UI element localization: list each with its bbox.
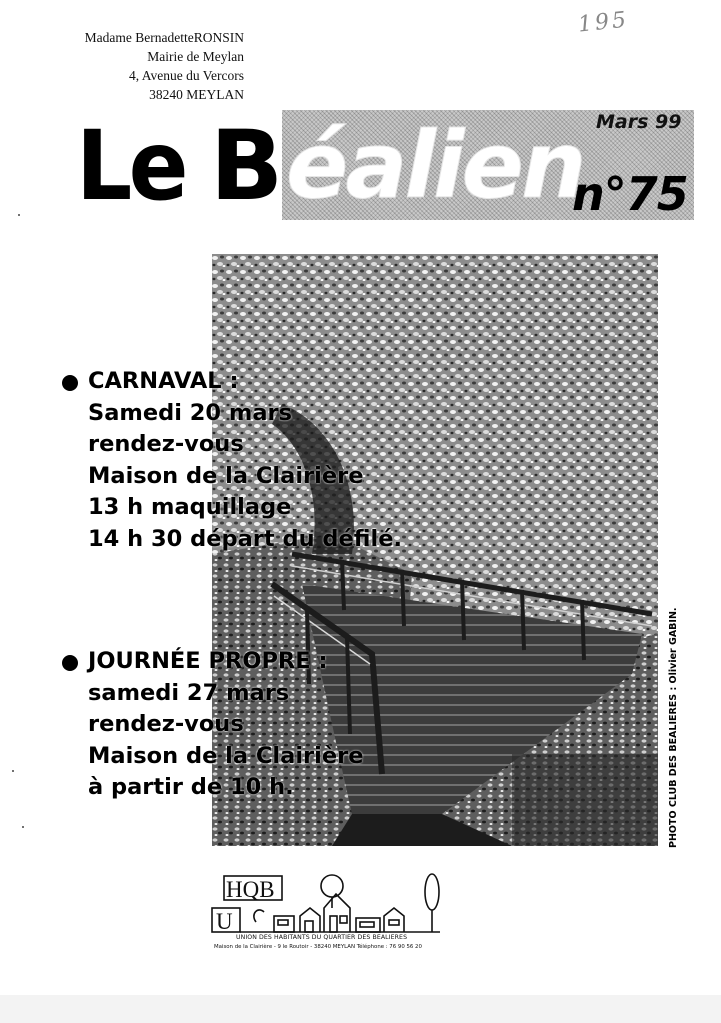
recipient-address	[60, 28, 244, 104]
logo-caption: UNION DES HABITANTS DU QUARTIER DES BEALIERES	[236, 934, 408, 941]
scan-speck	[12, 770, 14, 772]
masthead-title-le: Le	[76, 110, 185, 222]
masthead-title-b: B	[210, 110, 284, 222]
address-line: 38240 MEYLAN	[149, 87, 244, 102]
bullet-icon	[62, 655, 78, 671]
announcement-heading: JOURNÉE PROPRE :	[88, 648, 328, 674]
announcement-heading-line	[62, 366, 402, 398]
announcement-line: samedi 27 mars	[88, 679, 290, 706]
photo-credit: PHOTO CLUB DES BEALIERES : Olivier GABIN.	[668, 607, 679, 848]
scan-speck	[22, 826, 24, 828]
announcement-line: 14 h 30 départ du défilé.	[88, 525, 403, 552]
logo-letter-bottom: U	[216, 909, 233, 934]
announcement-heading-line	[62, 646, 363, 678]
logo-letters-top: HQB	[226, 877, 275, 902]
issue-number: n°75	[572, 167, 688, 221]
announcement-line: rendez-vous	[88, 711, 244, 737]
announcement-line: 13 h maquillage	[88, 494, 292, 520]
announcement-heading: CARNAVAL :	[88, 368, 239, 394]
scan-speck	[18, 214, 20, 216]
announcement-line: rendez-vous	[88, 431, 244, 457]
address-line: Mairie de Meylan	[147, 49, 244, 64]
logo-drawing	[210, 872, 456, 934]
address-line: 4, Avenue du Vercors	[129, 68, 244, 83]
announcement-line: Samedi 20 mars	[88, 399, 293, 426]
announcement-line: à partir de 10 h.	[88, 774, 294, 800]
address-line: Madame BernadetteRONSIN	[84, 30, 244, 45]
issue-date: Mars 99	[596, 111, 682, 133]
announcement-carnaval	[62, 366, 402, 555]
announcement-line: Maison de la Clairière	[88, 742, 364, 769]
logo-address: Maison de la Clairière - 9 le Routoir - 38240 MEYLAN Téléphone : 76 90 56 20	[214, 944, 422, 950]
announcement-line: Maison de la Clairière	[88, 462, 364, 489]
announcement-journee-propre	[62, 646, 363, 804]
bullet-icon	[62, 375, 78, 391]
page-bottom-strip	[0, 995, 721, 1023]
handwritten-note: 195	[576, 7, 631, 38]
masthead-title-rest: éalien	[286, 112, 584, 219]
